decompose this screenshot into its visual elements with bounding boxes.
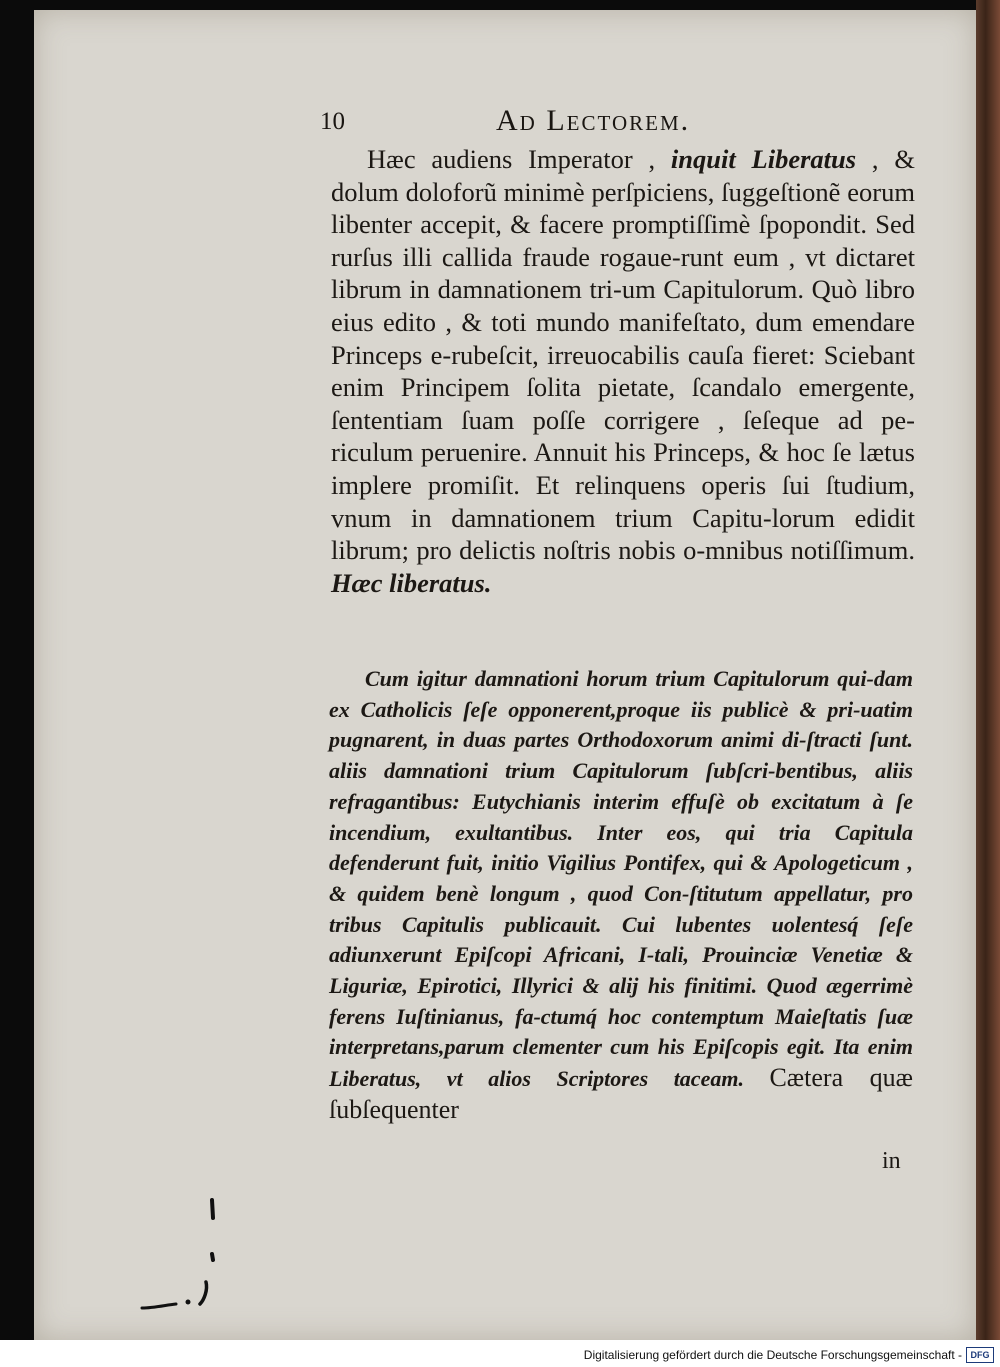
- commentary-tail: Cætera quæ ſubſequenter: [329, 1063, 913, 1124]
- catchword: in: [882, 1148, 901, 1174]
- inquit-liberatus: inquit Liberatus: [670, 144, 857, 174]
- footer-credit: Digitalisierung gefördert durch die Deutsche Forschungsgemeinschaft -: [583, 1348, 962, 1362]
- running-title: Ad Lectorem.: [496, 104, 691, 137]
- pen-stroke: [200, 1282, 207, 1304]
- closing-attribution: Hæc liberatus.: [331, 567, 492, 598]
- main-paragraph: [331, 143, 915, 599]
- paragraph-text-body: , & dolum doloforũ minimè perſpiciens, ſuggeſtionẽ eorum libenter accepit, & facere promptiſſimè ſpopondit. Sed rurſus illi callida fraude rogaue-runt eum , vt dictaret librum in damnationem tri-um Capitulorum. Quò libro eius edito , & toti mundo manifeſtato, dum emendare Princeps e-rubeſcit, irreuocabilis cauſa fieret: Sciebant enim Principem ſolita pietate, ſcandalo emergente, ſententiam ſuam poſſe corrigere , ſeſeque ad pe-riculum peruenire. Annuit his Princeps, & hoc ſe lætus implere promiſit. Et relinquens operis ſui ſtudium, vnum in damnationem trium Capitu-lorum edidit librum; pro delictis noſtris nobis o-mnibus notiſſimum.: [331, 144, 915, 566]
- book-spine-edge: [976, 0, 1000, 1340]
- pen-stroke: [212, 1254, 213, 1260]
- pen-marks: [120, 1180, 240, 1320]
- pen-dot: [186, 1300, 191, 1305]
- pen-stroke: [142, 1304, 176, 1308]
- commentary-text: Cum igitur damnationi horum trium Capitulorum qui-dam ex Catholicis ſeſe opponerent,proque iis publicè & pri-uatim pugnarent, in duas partes Orthodoxorum animi di-ſtracti ſunt. aliis damnationi trium Capitulorum ſubſcri-bentibus, aliis refragantibus: Eutychianis interim effuſè ob excitatum à ſe incendium, exultantibus. Inter eos, qui tria Capitula defenderunt fuit, initio Vigilius Pontifex, qui & Apologeticum , & quidem benè longum , quod Con-ſtitutum appellatur, pro tribus Capitulis publicauit. Cui lubentes uolentesq́ ſeſe adiunxerunt Epiſcopi Africani, I-tali, Prouinciæ Venetiæ & Liguriæ, Epirotici, Illyrici & alij his finitimi. Quod ægerrimè ferens Iuſtinianus, fa-ctumq́ hoc contemptum Maieſtatis ſuæ interpretans,parum clementer cum his Epiſcopis egit. Ita enim Liberatus, vt alios Scriptores taceam.: [329, 666, 913, 1092]
- running-head: [0, 104, 1000, 140]
- italic-commentary: [329, 664, 913, 1127]
- page-number: 10: [320, 108, 345, 135]
- pen-stroke: [212, 1200, 213, 1218]
- paragraph-text-start: Hæc audiens Imperator ,: [367, 144, 671, 174]
- dfg-logo: DFG: [966, 1347, 994, 1363]
